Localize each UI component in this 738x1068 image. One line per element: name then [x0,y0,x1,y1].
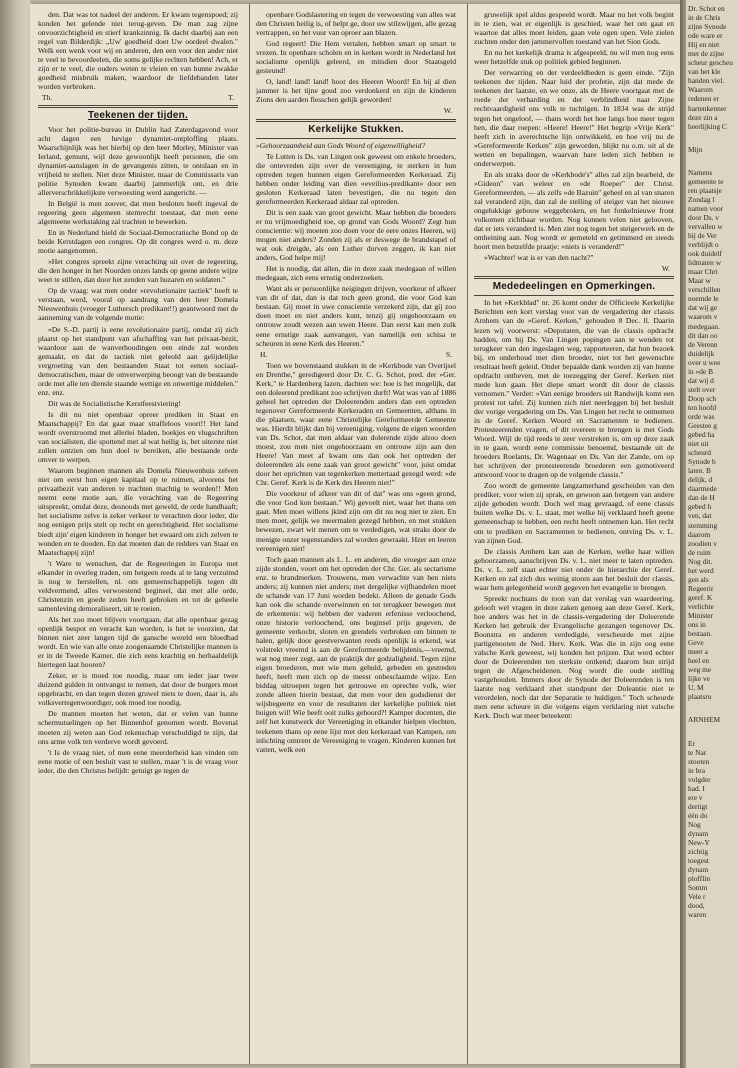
paragraph: Zeker, er is moed toe noodig, maar om ieder jaar twee duizend gulden in ontvangst te nemen, dat door de burgers moet opgebracht, en dan tegen dezen gruwel niets te doen, daar is, als volksvertegenwoordiger, ook moed toe noodig. [38,671,238,708]
text-line: Zondag l [688,194,715,204]
text-line: handen viel. [688,76,725,86]
text-line: Geve [688,638,704,648]
text-line: de Verenn [688,339,718,349]
text-line: dynam [688,828,709,838]
paragraph: God regeert! Die Hem vertalen, hebben smart op smart te vrezen. In openbare scholen en in kerken wordt in Nederland het socialisme openlijk geleerd, en mitsdien door Staatsgeld gesteund! [256,39,456,76]
text-line: Minister [688,611,714,620]
text-line: zijne Synode [688,22,727,32]
paragraph: Waarom beginnen mannen als Domela Nieuwenhuis zelven niet om eerst hun eigen kapitaal op te ruimen, alvorens het privaatbezit van anderen te trachten machtig te worden!! Men neemt eene motie aan, die verachting van de Regeering uitspreekt, omdat deze, desnoods met geweld, de orde handhaaft; het socialisme zelve is zeker verkeer te verachten door ieder, die nog eenigen prijs stelt op recht en gerechtigheid. Het socialisme biedt zijn' eigen kinderen in honger het ewaard om zich zelven te wonden en te dooden. En dat moeten dan de redders van Staat en Maatschappij zijn! [38,466,238,557]
text-line: stelt over [688,384,716,394]
text-line: bestaan. [688,629,713,639]
text-line: New-Y [688,838,710,848]
text-line: Vele r [688,892,706,902]
article-subtitle: »Gehoorzaamheid aan Gods Woord of eigenwilligheid? [256,140,426,150]
text-line: één do [688,810,708,820]
text-line: plaatsru [688,692,712,702]
paragraph: Het is noodig, dat allen, die in deze zaak medegaan of willen medegaan, zich eens ernstig onderzoeken. [256,264,456,283]
text-line: Hij en niet [688,40,720,50]
text-line: Er [688,738,695,748]
text-line: dynam [688,865,709,875]
text-line: met de zijne [688,49,725,59]
paragraph: Toch gaan mannen als L. L. en anderen, die vroeger aan onze zijde stonden, voort om het optreden der Chr. Ger. als sectarisme enz. te brandmerken. Trouwens, men verwachte van hen niets anders; zij kunnen niet anders; met dergelijke vijfhandelen moet de schande van 17 Juni worden bedekt. Alleen de genade Gods kan ook die schande overwinnen en tot terugkeer bewegen met de erkentenis: wij hebben der vaderen erfenisse verloochend, onze historie verloochend, ons beginsel prijs gegeven, de gemeente verkocht, sloten en grendels verbroken om binnen te halen, gelijk door geestverwanten reeds openlijk is erkend, wat volstrekt vreemd is aan de Gereformeerde belijdenis,—vreemd, wat nog meer zegt, aan de praktijk der godzaligheid. Tegen zijne eigen broederen, met wie men gehuld, gebeden en gestreden heeft, heeft men zich op de meest onbesclaamde wijze. Een biddag uitroepen tegen het getrouwe en oprechte volk, wier zonde alleen hierin bestaat, dat men voor den godsdienst der wijsbegeerte en voor de resultaten der kerkelijke politiek niet buigen wil! Wie heeft ooit zulks gehoord?! Kamper docenten, die zelf het kunstwerk der Vereeniging in elkander hielpen vlechten, teekenen thans op eene lijst met den kerkeraad van Kampen, om inlichting omtrent de Vereeniging te vragen. Kinderen kunnen het vatten, welk een [256,554,456,754]
text-line: weg me [688,665,712,675]
text-line: gebed h [688,502,712,512]
paragraph: Dit was de Socialistische Kerstfeestviering! [48,398,181,408]
paragraph: Voor het politie-bureau in Dublin had Zaterdagavond voor acht dagen een hevige dynamiet-ontploffing plaats. Waarschijnlijk was het hierbij op den heer Morley, Minister van Ierland, gemunt, wijl deze gewoonlijk heeft personen, die om dynamiet-aanslagen in de gevangenis zitten, te ontslaan en in vrijheid te stellen. Niet deze Minister, maar de Commissaris van politie Synoden kwam daarbij jammerlijk om, en drie allerverschrikkelijkste verwoesting werd aangericht. — [38,124,238,197]
paragraph: Op de vraag: wat men onder »revolutionaire tactiek" heeft te verstaan, werd, vooral op aandrang van den heer Domela Nieuwenhuis (vroeger Luthersch predikant!!) geantwoord met de aanneming van de volgende motie: [38,286,238,323]
text-line: ere v [688,792,703,802]
text-line: delijk, d [688,475,713,485]
heading-teekenen-der-tijden: Teekenen der tijden. [88,110,188,122]
text-line: dertigt [688,801,708,811]
text-line: ven, dat [688,511,712,521]
text-line: ook duidelf [688,249,722,259]
column-3-top [474,10,674,262]
paragraph: openbare Godslastering en tegen de verwoesting van alles wat den Christen heilig is, of helpt ge, door uw stilzwijgen, alle gezag vertrappen, en het vuur van oproer aan blazen. [256,10,456,38]
text-line: dat wij ge [688,303,718,313]
text-line: daarmede [688,484,717,494]
text-line: over u wee [688,357,721,367]
text-line: maar Chri [688,267,718,277]
book-binding [0,0,30,1068]
text-line: in de Chris [688,13,721,23]
text-line: verblijdt o [688,240,719,250]
text-line: zichtig [688,847,709,857]
next-page-fragment [688,4,736,919]
article-kerkelijke-stukken-commentary [256,361,456,754]
signature-w [474,264,674,273]
text-line: gemeente te [688,176,724,186]
paragraph: gruwelijk spel aldus gespeeld wordt. Maar nu het volk begint in te zien, wat er eigenlijk is geschied, waar het om gaat en waartoe dat alles moet leiden, gaan vele ogen open. Vele zielen zuchten onder den jammervollen toestand van het Sion Gods. [474,10,674,47]
text-line: scheur gescheu [688,58,733,68]
text-line: ARNHEM [688,715,721,725]
column-2 [256,10,456,756]
text-line: Namens [688,167,713,177]
text-line: medegaan. [688,321,720,331]
text-line: vervallen w [688,221,723,231]
signature-right: W. [443,106,452,116]
column-1-top [38,10,238,91]
text-line: van het kle [688,67,721,77]
article-mededeelingen [474,298,674,720]
paragraph: O, land! land! land! hoor des Heeren Woord! En bij al dien jammer is het tijne goud zoo verdonkerd en zijn de kinderen Zions den aarden flesschen gelijk geworden! [256,77,456,105]
text-line: hij de Ver [688,231,717,241]
text-line: volgder [688,774,711,784]
article-teekenen-der-tijden [38,125,238,775]
text-line [688,725,736,739]
article-kerkelijke-stukken [256,152,456,348]
paragraph: Der verwarring en der verdeeldheden is geen einde. "Zijn teekenen der tijden. Naar luid der profetie, zijn dat mede de teekenen der laatste, en we onze, als de Heere voortgaat met de roede der verharding en der verblindheid naar Zijne rechtvaardigheid ons volk te tuchtigen. In 1834 was de strijd tegen het ongeloof, — thans wordt het hoe langs hoe meer tegen hen, die daar roepen: »Heere! Heere!" Het begrip »Vrije Kerk" heeft zich in averechtsche lijn ontwikkeld, en hoe vrij nu de »Gereformeerde Kerken" zijn geworden, blijkt nu o.m. uit al de wetten en bepalingen, waarvan hare leden zich hebben te onderwerpen. [474,68,674,168]
text-line: Somm [688,883,708,893]
text-line: stemming [688,520,718,530]
text-line: U, M [688,683,704,693]
paragraph: 't Is de vraag niet, of men eene meerderheid kan vinden om eene motie of een besluit vast te stellen, maar 't is de vraag voor ieder, die den Christus belijdt: getuigt ge tegen de [38,747,238,775]
text-line [688,131,736,145]
text-line: Waarom [688,85,713,95]
text-line: plofflin [688,874,711,884]
paragraph: In België is men zoover, dat men besloten heeft ingeval de regeering geen algemeen stemrecht toestaat, dat men eene algemeene werkstaking zal trachten te bewerken. [38,198,238,226]
text-line: noemde le [688,294,719,304]
paragraph: »De S.-D. partij is eene revolutionaire partij, omdat zij zich plaatst op het standpunt van afschaffing van het privaat-bezit, waardoor aan de wanverhoudingen een einde zal worden gemaakt, en dat de tactiek niet geleold aan gelijdelijke vergroeting van den bestaanden Staat tot eenen sociaal-democratischen, maar de omverwerping beoogt van de bestaande orde met alle ten diensle staande wettige en onwettige middelen." enz. enz. [38,324,238,397]
text-line: dat wij d [688,375,714,385]
text-line: lijke ve [688,674,710,684]
paragraph: »Het congres spreekt zijne verachting uit over de regeering, die den honger in het Noorden onzes lands op geene andere wijze weet te stillen, dan door het zenden van huzaren en soldaten." [38,257,238,285]
text-line: verschillen [688,285,721,295]
section-divider [474,276,674,279]
heading-rule [256,138,456,139]
text-line: in bra [688,765,706,775]
text-line: Nog [688,819,701,829]
text-line: Maar w [688,276,711,286]
signature-left: H. [260,349,268,359]
text-line: gen als [688,574,709,584]
signature-th-t [38,93,238,102]
text-line: ode ware er [688,31,723,41]
heading-rule [474,295,674,296]
column-rule [249,4,250,1064]
text-line: toegest [688,856,709,866]
column-rule [467,4,468,1064]
text-line [688,701,736,715]
paragraph: Zoo wordt de gemeente langzamerhand gescheiden van den prediker, voor wien zij sprak, en gewoon aan hetgeen van andere zijde geboden wordt. Doch wel mag gevraagd, of eene classis buiten welke Ds. v. L. staat, met welke hij verklaard heeft geene gemeenschap te hebben, een recht heeft ontnemen kan. Het recht om te prediken en Sacramenten te bedienen, ontving Ds. v. L. van zijnen God. [474,481,674,545]
text-line: in »de B [688,366,714,376]
text-line: redenen er [688,94,719,104]
text-line: waarom v [688,312,718,322]
text-line: verlichte [688,601,714,611]
text-line: Nog dit. [688,556,713,566]
text-line: Regeerir [688,583,714,593]
signature-w [256,106,456,115]
paragraph: En in Nederland hield de Sociaal-Democratische Bond op de beide Kerstdagen een congres. Op dit congres werd o. m. deze motie aangenomen. [38,228,238,256]
paragraph: De mannen moeten het weten, dat er velen van hunne schermutselingen op het Binnenhof genomen wordt. Bovenal moeten zij weten aan God rekenschap verschuldigd te zijn, dat ons arme volk ten verderve wordt gevoerd. [38,709,238,746]
paragraph: En nu het kerkelijk drama is afgespeeld, nu wil men nog eens weer hetzelfde stuk op politiek gebied beginnen. [474,48,674,67]
paragraph: Toen we bovenstaand stukken in de »Kerkbode van Overijsel en Drenthe," geredigeerd door Dr. C. G. Schot, pred. der »Ger. Kerk," te Hardenberg lazen, dachten we: hoe is het mogelijk, dat een doleerend predikant zoo schrijven durft! Wat was van af 1886 geheel het optreden der Doleerenden anders dan een optreden tegenover Gereformeerde Kerkeraden en Gemeenten, althans in die plaatsen, waar eene Christelijke Gereformeerde Gemeente was. Hierdit blijkt dan bij vereeniging, volgens de eigen woorden van Ds. Schot, dat men aldaar van dolerende zijde alzoo doen moest, zou men niet ongehoorzaam en ontrouw zijn aan den Heere! Van meet af kwam ons dan ook het optreden der doleerenden als eene zaak van groot gewicht" voor, juist omdat door het oprichten van tegenkerken mettertaad gezegd werd: »de Chr. Geref. Kerk is de Kerk des Heeren niet!" [256,360,456,488]
paragraph: Want als er persoonlijke neigingen drijven, voorkeur of afkeer van dit of dat, dan is dat toch geen grond, die voor God kan bestaan. Gij moet in uwe conscientie verzekerd zijn, dat gij zoo doen moet en niet anders kunt, tenzij gij ongehoorzaam en ontrouw zoudt wezen aan uwen Heere. Dan eerst kan men zulk eene ernstige zaak aanvangen, van namelijk een schisa te scheuren in eene Kerk des Heeren." [256,284,456,348]
paragraph: Is dit nu niet openbaar opreer prediken in Staat en Maatschappij? En dat gaat maar straffeloos voort!! Het land wordt overstroomd met allerlei bladen, boekjes en vlugschriften van socialisten, die spottend met al wat heilig is, het uiterste niet zullen ontzien om hun doel te bereiken, alle bestaande orde omver te werpen. [38,409,238,465]
text-line: duidelijk [688,348,715,358]
text-line: gebed ha [688,430,715,440]
paragraph: den. Dat was tot nadeel der anderen. Er kwam tegenspoed; zij konden het gelende niet terug-geven. De man zag zijne onvoorzichtigheid en stierf krankzinnig. Ik dacht daarbij aan een regel van Bilderdijk: „Uw' goedheid doet Uw oordeel dwalen." Welk een wenk voor wij en anderen, den een voor den ander niet te veel te bevoordeelen, die soms gelijke rechten hebben! Ach, er zijn er te veel, die ouders weten te vleien en van hunne zwakke goedheid misbruik maken, waardoor de liefdebanden later worden verbroken. [38,10,238,92]
signature-right: W. [661,264,670,274]
text-line: laten. B [688,466,711,476]
paragraph: Dit is een zaak van groot gewicht. Maar hebben die broeders er nu vrijmoedigheid toe, op grond van Gods Woord? Zegt hun conscientie: wij moeten zoo doen voor de eere onzes Heeren, wij mogen niet anders? Zonden zij als er deswege de brandstapel of wat ook dreigde, als een Luther durven zeggen, ik kan niet anders, God helpe mij! [256,207,456,263]
text-line: lidmaten w [688,258,722,268]
heading-mededeelingen: Mededeelingen en Opmerkingen. [492,281,656,293]
signature-right: T. [228,93,234,103]
paragraph: En als straks door de »Kerkbode's" alles zal zijn bearbeid, de »Gideon" van weleer en »de Roeper" der Christ. Gereformeerden, — als zelfs »de Bazuin" geheel en al van snaren zal veranderd zijn, dan zal de stelling of steiger van het nieuwe ongelukkige gebouw weggebroken, en het fonkelnieuwe front volkomen zichtbaar worden. Nog kunnen velen niet gelooven, dat er iets veranderd is. Men ziet nog tegen het steigerwerk en de omheining aan. Nog wordt er gemeteld en getimmerd en steeds hoort men hetzelfde praatje: »niets is veranderd!" [474,169,674,252]
text-line [688,154,736,168]
text-line: geref. K [688,592,713,602]
paragraph: »Wachter! wat is er van den nacht?" [484,253,594,263]
text-line: orde was [688,411,715,421]
paragraph: 't Ware te wenschen, dat de Regeeringen in Europa met elkander in overleg traden, om hetgeen reeds al te lang verzuimd is nog te herstellen, nl. om gemeenschappelijk tegen dit veldvermend, alles verwoestend beginsel, dat met alle orde, Christenzin en goede zeden heeft gebroken en tot de geheele samenleving demoraliseert, uit te roeien. [38,558,238,613]
text-line: Dr. Schot en [688,4,725,13]
text-line: meer a [688,647,708,657]
heading-kerkelijke-stukken: Kerkelijke Stukken. [308,123,404,135]
text-line: deze zin a [688,112,718,122]
text-line: dit dan oo [688,330,718,340]
section-divider [38,105,238,108]
text-line: ten hoofd [688,402,717,412]
signature-h-s [256,350,456,359]
signature-left: Th. [42,93,53,103]
text-line: ren plaatsje [688,185,722,195]
text-line: niet uit [688,439,709,449]
text-line: stooten [688,756,710,766]
text-line: namen voor [688,203,724,213]
paragraph: Spreekt nochtans de toon van dat verslag van waardeering, gelooft wel vragen in deze zaken genoeg aan deze Geref. Kerk, hoe anders was het in de classis-vergadering der Doleerende Kerken het gebruik der Evangelische gezangen tegenover Ds. Boonstra en anderen verdedigde, verscheurde met zijne partigenooten de Ned. Herv. Kerk. Was die in zijn oog eene valsche Kerk geweest, wij konden het prijzen. Dat werd echter door de Doleerenden ten sterkste ontkend; daarom hun strijd tegen de Afgescheidenen. Nog wordt die oude stelling vastgehouden. Immers door de Synode der Doleerenden is ten laatste nog verklaard zhet standpunt der Doleantie niet te verordelen, noch dat der Separatie te huldigen." Toch scheurde men eene scheure in die volgens eigen verklaring niet valsche Kerk. Doch wat meer beteekent: [474,593,674,721]
text-line: hartenkenner [688,103,727,113]
section-divider [256,119,456,122]
paragraph: De classis Arnhem kan aan de Kerken, welke haar willen gehoorzamen, aanschrijven Ds. v. L. niet meer te laten optreden. Ds. v. L. zelf staat echter niet onder de hierarchie der Geref. Kerken en zal zich dus weinig storen aan het besluit der classis, waar hem gelegenheid wordt gegeven het evangelie te brengen. [474,546,674,592]
text-line: dood, [688,901,705,911]
paragraph: Te Lutten is Ds. van Lingen ook geweest om enkele broeders, die ontevreden zijn over de vereeniging, te sterken in hun optreden tegen hunnen eigen Gereformeerden Kerkeraad. Zij hebben onder leiding van dien »eveilius-predikant« door een gesloten Kerkeraad laten bevestigen, die nu tegen den gereformeerden Kerkeraad aldaar zal optreden. [256,151,456,206]
paragraph: Die voorkeur of afkeer van dit of dat" was ons »geen grond, die voor God kon bestaan." Wij gevoelt niet, waar het thans om gaat. Men moet willens jkind zijn om dit nu nog niet te zien. En men moet, gelijk we meermalen gezegd hebben, en met stukken bewezen, zwart wit menen om te verdedigen, wat straks door de menigte onzer tegenstanders zal worden gewraakt. Hzer en leeren vereenigen niet! [256,489,456,553]
paragraph: Als het zoo moet blijven voortgaan, dat alle openbaar gezag openlijk bespot en veracht kan worden, is het te voorzien, dat binnen niet zeer langen tijd de gansche wereld een bloedbad wordt. En wie van alle onze zoogenaamde Christelijke mannen is er in de Tweede Kamer, die zich eens krachtig en herhaaldelijk hiertegen laat hooren? [38,614,238,670]
text-line: zoodien v [688,538,717,548]
text-line: de ruim [688,547,711,557]
signature-right: S. [446,349,452,359]
column-2-top [256,10,456,104]
text-line: ons in [688,620,706,630]
column-1 [38,10,238,777]
text-line: heel en [688,656,710,666]
text-line: door Ds. v [688,212,719,222]
text-line: dan de H [688,493,715,503]
text-line: heerlijking C [688,121,727,131]
text-line: Synode b [688,457,716,467]
next-page-edge [686,0,738,1068]
text-line: had. I [688,783,705,793]
text-line: Geestee g [688,421,717,431]
newspaper-page [30,4,680,1064]
paragraph: In het »Kerkblad" nr. 26 komt onder de Officieele Kerkelijke Berichten een kort verslag voor van de vergadering der classis Arnhem van de »Geref. Kerken," gehouden 8 Dec. ll. Daarin lezen wij voorwerst: »Deputaten, die van de classis opdracht hadden, om bij Ds. Van Lingen popingen aan te wenden tot terugkeer van den ingeslagen weg, rapporteeren, dat hun bezoek bij, en onderhoud met dien broeder, niet tot het gewenschte resultaat heeft geleid. Onder bepaalde dank worden zij van hunne opdracht ontheven, met de toezegging der Geref. Kerken niet mede kon gaan. Het diepe smart wordt dit door de classis vernomen." Verder: »Van eenige broeders uit Randwijk komt een protest tot tafel. Zij kunnen zich niet neerleggen bij het besluit der vorige vergadering om Ds. Van Lingen het recht te ontnemen in de Geref. Kerken Woord en Sacramenten te bedienen. Protesteerenden vragen, of dit overeen te brengen is met Gods Woord. Wijl de tijd reeds te zeer verstreken is, om op deze zaak in te gaan, wordt eene commissie benoemd, bestaande uit de broeders Roelants, Dr. Wagenaar en Ds. Van der Zande, om op het schrijven der protesteerende broederen een gemotiveerd antwoord voor te dragen op de volgende classis." [474,298,674,480]
text-line: Mijn [688,144,703,154]
text-line: waren [688,910,707,920]
text-line: te Nar [688,747,707,757]
text-line: daarom [688,529,711,539]
text-line: scheurd [688,448,711,458]
text-line: Doop sch [688,393,717,403]
text-line: het werd [688,565,714,575]
column-3 [474,10,674,723]
